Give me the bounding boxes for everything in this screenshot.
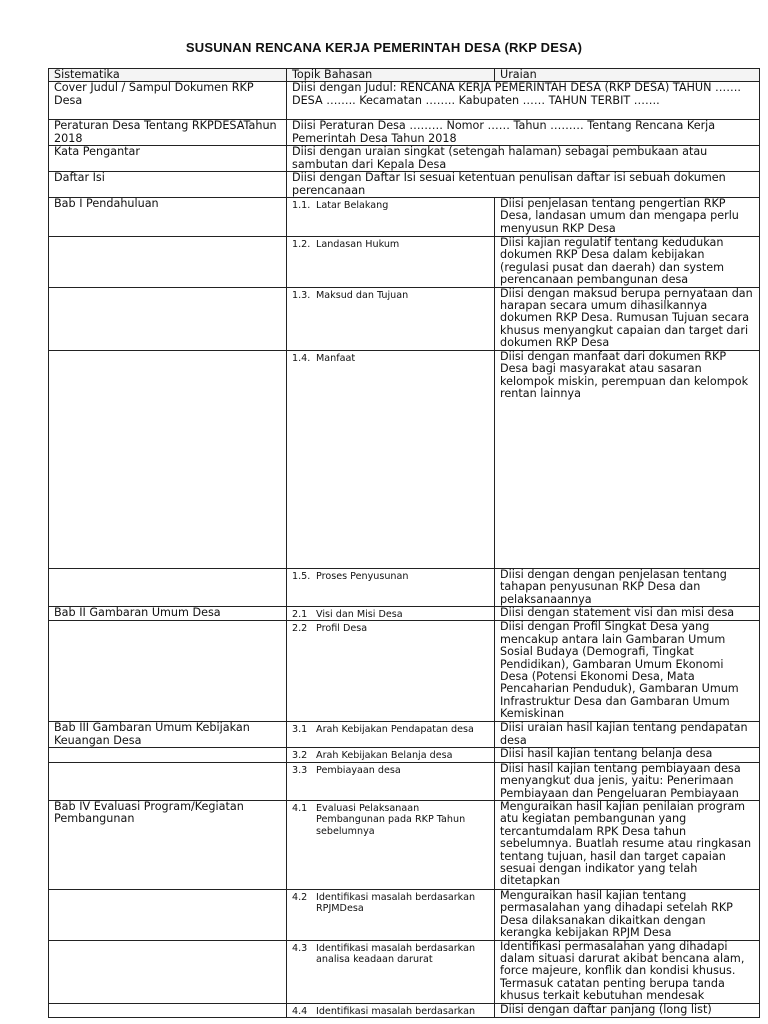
topik-label: Proses Penyusunan	[316, 570, 409, 582]
cell-sistematika	[49, 1003, 287, 1018]
table-row	[49, 172, 760, 198]
table-row	[49, 621, 760, 722]
table-row	[49, 198, 760, 237]
topik-number: 1.3.	[292, 289, 311, 301]
cell-sistematika	[49, 940, 287, 1003]
cell-topik	[287, 748, 495, 763]
table-row	[49, 120, 760, 146]
cell-topik	[287, 800, 495, 889]
topik-label: Identifikasi masalah berdasarkan RPJMDesa	[316, 891, 476, 915]
cell-merged-description: Diisi dengan uraian singkat (setengah halaman) sebagai pembukaan atau sambutan dari Kepala Desa	[287, 146, 760, 172]
cell-sistematika	[49, 237, 287, 288]
cell-topik	[287, 722, 495, 748]
cell-uraian: Diisi uraian hasil kajian tentang pendapatan desa	[495, 722, 760, 748]
rkp-structure-table	[48, 68, 760, 1018]
cell-sistematika	[49, 350, 287, 568]
cell-topik	[287, 621, 495, 722]
topik-number: 1.2.	[292, 239, 311, 251]
cell-merged-description: Diisi dengan Daftar Isi sesuai ketentuan penulisan daftar isi sebuah dokumen perencanaan	[287, 172, 760, 198]
cell-sistematika	[49, 621, 287, 722]
table-row	[49, 1003, 760, 1018]
table-header-row	[49, 69, 760, 82]
header-topik: Topik Bahasan	[287, 69, 495, 82]
topik-label: Landasan Hukum	[316, 239, 400, 251]
cell-uraian: Diisi hasil kajian tentang belanja desa	[495, 748, 760, 763]
topik-number: 3.2	[292, 750, 308, 762]
topik-number: 1.1.	[292, 200, 311, 212]
cell-uraian: Diisi dengan dengan penjelasan tentang tahapan penyusunan RKP Desa dan pelaksanaannya	[495, 568, 760, 606]
cell-sistematika: Daftar Isi	[49, 172, 287, 198]
cell-topik	[287, 350, 495, 568]
cell-uraian: Diisi dengan manfaat dari dokumen RKP Desa bagi masyarakat atau sasaran kelompok miskin, perempuan dan kelompok rentan lainnya	[495, 350, 760, 568]
cell-sistematika	[49, 762, 287, 800]
header-uraian: Uraian	[495, 69, 760, 82]
topik-number: 2.1	[292, 608, 308, 620]
cell-sistematika: Bab III Gambaran Umum Kebijakan Keuangan Desa	[49, 722, 287, 748]
topik-label: Visi dan Misi Desa	[316, 608, 403, 620]
cell-sistematika	[49, 287, 287, 350]
topik-number: 4.1	[292, 802, 308, 814]
cell-sistematika: Peraturan Desa Tentang RKPDESATahun 2018	[49, 120, 287, 146]
cell-uraian: Diisi hasil kajian tentang pembiayaan desa menyangkut dua jenis, yaitu: Penerimaan Pembiayaan dan Pengeluaran Pembiayaan	[495, 762, 760, 800]
cell-uraian: Diisi dengan statement visi dan misi desa	[495, 606, 760, 621]
cell-uraian: Diisi dengan maksud berupa pernyataan dan harapan secara umum dihasilkannya dokumen RKP Desa. Rumusan Tujuan secara khusus menyangkut capaian dan target dari dokumen RKP Desa	[495, 287, 760, 350]
cell-sistematika: Kata Pengantar	[49, 146, 287, 172]
cell-topik	[287, 237, 495, 288]
cell-uraian: Menguraikan hasil kajian penilaian program atu kegiatan pembangunan yang tercantumdalam RPK Desa tahun sebelumnya. Buatlah resume atau ringkasan tentang tujuan, hasil dan target capaian sesuai dengan indikator yang telah ditetapkan	[495, 800, 760, 889]
table-row	[49, 287, 760, 350]
topik-label: Profil Desa	[316, 623, 368, 635]
topik-number: 1.5.	[292, 570, 311, 582]
cell-topik	[287, 1003, 495, 1018]
cell-sistematika	[49, 748, 287, 763]
cell-topik	[287, 762, 495, 800]
cell-sistematika	[49, 889, 287, 940]
topik-label: Manfaat	[316, 352, 356, 364]
topik-number: 1.4.	[292, 352, 311, 364]
table-row	[49, 568, 760, 606]
topik-label: Arah Kebijakan Belanja desa	[316, 750, 453, 762]
cell-merged-description: Diisi dengan Judul: RENCANA KERJA PEMERINTAH DESA (RKP DESA) TAHUN ……. DESA …….. Kecamatan …….. Kabupaten …… TAHUN TERBIT …….	[287, 82, 760, 120]
cell-uraian: Diisi penjelasan tentang pengertian RKP Desa, landasan umum dan mengapa perlu menyusun RKP Desa	[495, 198, 760, 237]
table-row	[49, 350, 760, 568]
cell-sistematika: Bab II Gambaran Umum Desa	[49, 606, 287, 621]
cell-sistematika: Cover Judul / Sampul Dokumen RKP Desa	[49, 82, 287, 120]
cell-merged-description: Diisi Peraturan Desa ……… Nomor …… Tahun ……… Tentang Rencana Kerja Pemerintah Desa Tahun 2018	[287, 120, 760, 146]
cell-topik	[287, 287, 495, 350]
topik-number: 3.1	[292, 724, 308, 736]
table-row	[49, 762, 760, 800]
topik-label: Arah Kebijakan Pendapatan desa	[316, 724, 474, 736]
header-sistematika: Sistematika	[49, 69, 287, 82]
topik-label: Identifikasi masalah berdasarkan	[316, 1005, 476, 1017]
cell-uraian: Diisi dengan Profil Singkat Desa yang mencakup antara lain Gambaran Umum Sosial Budaya (Demografi, Tingkat Pendidikan), Gambaran Umum Ekonomi Desa (Potensi Ekonomi Desa, Mata Pencaharian Penduduk), Gambaran Umum Infrastruktur Desa dan Gambaran Umum Kemiskinan	[495, 621, 760, 722]
topik-number: 2.2	[292, 623, 308, 635]
topik-number: 3.3	[292, 764, 308, 776]
table-row	[49, 889, 760, 940]
cell-topik	[287, 568, 495, 606]
table-row	[49, 722, 760, 748]
cell-topik	[287, 940, 495, 1003]
topik-number: 4.3	[292, 942, 308, 954]
cell-topik	[287, 606, 495, 621]
table-row	[49, 748, 760, 763]
cell-uraian: Diisi kajian regulatif tentang kedudukan dokumen RKP Desa dalam kebijakan (regulasi pusat dan daerah) dan system perencanaan pembangunan desa	[495, 237, 760, 288]
cell-topik	[287, 889, 495, 940]
topik-label: Latar Belakang	[316, 200, 389, 212]
cell-topik	[287, 198, 495, 237]
cell-uraian: Diisi dengan daftar panjang (long list)	[495, 1003, 760, 1018]
topik-label: Pembiayaan desa	[316, 764, 401, 776]
topik-number: 4.2	[292, 891, 308, 903]
topik-label: Identifikasi masalah berdasarkan analisa keadaan darurat	[316, 942, 476, 966]
table-row	[49, 237, 760, 288]
cell-sistematika	[49, 568, 287, 606]
cell-sistematika: Bab I Pendahuluan	[49, 198, 287, 237]
cell-sistematika: Bab IV Evaluasi Program/Kegiatan Pembangunan	[49, 800, 287, 889]
topik-label: Maksud dan Tujuan	[316, 289, 409, 301]
table-row	[49, 940, 760, 1003]
page-title: SUSUNAN RENCANA KERJA PEMERINTAH DESA (RKP DESA)	[185, 40, 583, 55]
table-row	[49, 606, 760, 621]
table-row	[49, 82, 760, 120]
topik-number: 4.4	[292, 1005, 308, 1017]
topik-label: Evaluasi Pelaksanaan Pembangunan pada RKP Tahun sebelumnya	[316, 802, 466, 837]
cell-uraian: Identifikasi permasalahan yang dihadapi dalam situasi darurat akibat bencana alam, force majeure, konflik dan kondisi khusus. Termasuk catatan penting berupa tanda khusus terkait kebutuhan mendesak	[495, 940, 760, 1003]
table-row	[49, 800, 760, 889]
cell-uraian: Menguraikan hasil kajian tentang permasalahan yang dihadapi setelah RKP Desa dilaksanakan dikaitkan dengan kerangka kebijakan RPJM Desa	[495, 889, 760, 940]
table-row	[49, 146, 760, 172]
